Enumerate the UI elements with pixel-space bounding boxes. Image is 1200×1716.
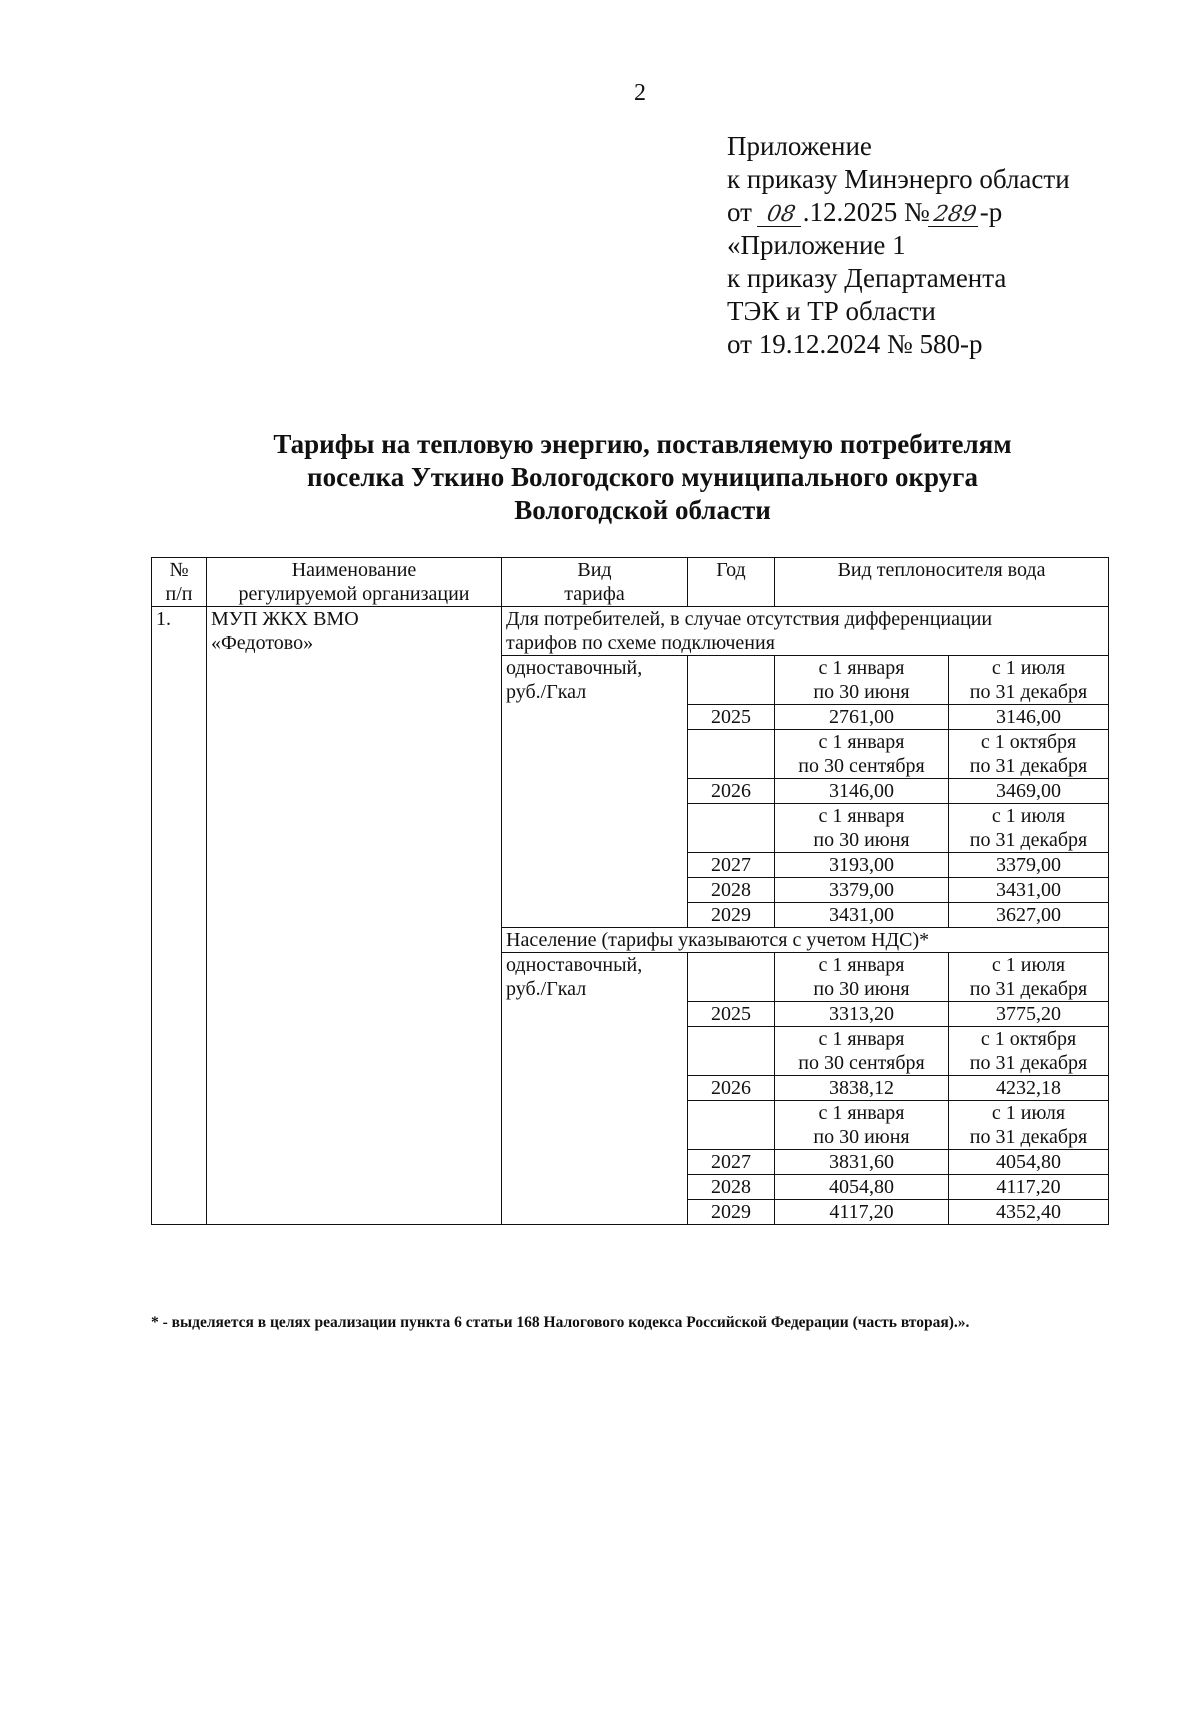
header-text: Наименование (291, 559, 417, 581)
appendix-text: -р (979, 197, 1003, 227)
period-2-cell (949, 1101, 1109, 1150)
cell-text: по 31 декабря (969, 1126, 1088, 1148)
appendix-text: .12.2025 № (802, 197, 930, 227)
cell-text: 2026 (711, 1077, 751, 1099)
cell-text: 2028 (711, 1176, 751, 1198)
value-period-2-cell (949, 853, 1109, 878)
cell-text: по 31 декабря (969, 829, 1088, 851)
section-heading-cell (502, 928, 1109, 953)
value-period-1-cell (775, 1175, 949, 1200)
cell-text: «Федотово» (211, 632, 314, 654)
cell-text: 2025 (711, 1003, 751, 1025)
cell-text: по 31 декабря (969, 681, 1088, 703)
cell-text: 3379,00 (996, 854, 1061, 876)
cell-text: 1. (156, 608, 171, 630)
cell-text: 4232,18 (996, 1077, 1061, 1099)
header-tariff-type-cell (502, 558, 688, 607)
title-line: Тарифы на тепловую энергию, поставляемую потребителям (273, 429, 1012, 459)
year-empty-cell (688, 1027, 775, 1076)
cell-text: по 31 декабря (969, 1052, 1088, 1074)
year-cell (688, 878, 775, 903)
period-2-cell (949, 1027, 1109, 1076)
cell-text: 3627,00 (996, 904, 1061, 926)
header-row (152, 558, 1109, 607)
value-period-1-cell (775, 1200, 949, 1225)
value-period-2-cell (949, 705, 1109, 730)
cell-text: 4117,20 (829, 1201, 894, 1223)
cell-text: по 30 июня (813, 1126, 910, 1148)
year-cell (688, 1002, 775, 1027)
year-cell (688, 779, 775, 804)
appendix-line: «Приложение 1 (727, 230, 906, 260)
period-1-cell (775, 953, 949, 1002)
appendix-order-date-line (727, 196, 1070, 229)
cell-text: по 30 сентября (798, 755, 925, 777)
header-text: регулируемой организации (238, 583, 470, 605)
value-period-1-cell (775, 903, 949, 928)
cell-text: с 1 июля (991, 1102, 1066, 1124)
cell-text: 3838,12 (829, 1077, 894, 1099)
tariff-table-body (152, 558, 1109, 1225)
period-1-cell (775, 1027, 949, 1076)
appendix-line: Приложение (727, 131, 872, 161)
cell-text: с 1 июля (991, 805, 1066, 827)
value-period-2-cell (949, 779, 1109, 804)
value-period-2-cell (949, 1200, 1109, 1225)
cell-text: 2028 (711, 879, 751, 901)
year-empty-cell (688, 953, 775, 1002)
appendix-text: от (727, 197, 759, 227)
cell-text: 3775,20 (996, 1003, 1061, 1025)
value-period-1-cell (775, 1076, 949, 1101)
value-period-1-cell (775, 878, 949, 903)
cell-text: 4352,40 (996, 1201, 1061, 1223)
cell-text: 3193,00 (829, 854, 894, 876)
header-text: Год (716, 559, 746, 581)
page-number: 2 (634, 80, 646, 106)
cell-text: по 30 сентября (798, 1052, 925, 1074)
cell-text: с 1 января (818, 731, 905, 753)
appendix-line: ТЭК и ТР области (727, 296, 936, 326)
header-text: тарифа (564, 583, 625, 605)
cell-text: МУП ЖКХ ВМО (211, 608, 359, 630)
cell-text: одноставочный, (506, 657, 643, 679)
year-cell (688, 1076, 775, 1101)
value-period-1-cell (775, 779, 949, 804)
organization-cell (207, 607, 502, 1225)
period-2-cell (949, 953, 1109, 1002)
value-period-1-cell (775, 1150, 949, 1175)
cell-text: тарифов по схеме подключения (506, 632, 775, 654)
cell-text: 3831,60 (829, 1151, 894, 1173)
cell-text: по 31 декабря (969, 755, 1088, 777)
year-cell (688, 853, 775, 878)
cell-text: 4054,80 (996, 1151, 1061, 1173)
cell-text: 3431,00 (996, 879, 1061, 901)
cell-text: руб./Гкал (506, 978, 587, 1000)
year-empty-cell (688, 804, 775, 853)
appendix-block (727, 130, 1070, 361)
cell-text: 2761,00 (829, 706, 894, 728)
cell-text: с 1 января (818, 954, 905, 976)
cell-text: 2029 (711, 1201, 751, 1223)
appendix-line: к приказу Минэнерго области (727, 164, 1070, 194)
title-line: Вологодской области (514, 495, 771, 525)
year-cell (688, 1200, 775, 1225)
cell-text: с 1 июля (991, 954, 1066, 976)
value-period-2-cell (949, 1076, 1109, 1101)
cell-text: Для потребителей, в случае отсутствия дифференциации (506, 608, 993, 630)
cell-text: с 1 июля (991, 657, 1066, 679)
value-period-2-cell (949, 1002, 1109, 1027)
cell-text: с 1 января (818, 1102, 905, 1124)
value-period-2-cell (949, 1175, 1109, 1200)
cell-text: одноставочный, (506, 954, 643, 976)
header-text: п/п (165, 583, 193, 605)
cell-text: 4054,80 (829, 1176, 894, 1198)
year-empty-cell (688, 656, 775, 705)
value-period-2-cell (949, 903, 1109, 928)
cell-text: 2029 (711, 904, 751, 926)
cell-text: руб./Гкал (506, 681, 587, 703)
cell-text: с 1 января (818, 657, 905, 679)
cell-text: 2026 (711, 780, 751, 802)
appendix-line: от 19.12.2024 № 580-р (727, 329, 983, 359)
value-period-2-cell (949, 1150, 1109, 1175)
cell-text: 3379,00 (829, 879, 894, 901)
cell-text: 2027 (711, 1151, 751, 1173)
value-period-1-cell (775, 853, 949, 878)
period-2-cell (949, 804, 1109, 853)
value-period-1-cell (775, 1002, 949, 1027)
period-2-cell (949, 730, 1109, 779)
document-title (130, 428, 1155, 527)
cell-text: 2027 (711, 854, 751, 876)
header-text: Вид (577, 559, 612, 581)
header-text: № (169, 559, 189, 581)
tariff-type-cell (502, 953, 688, 1225)
cell-text: 3146,00 (996, 706, 1061, 728)
value-period-2-cell (949, 878, 1109, 903)
handwritten-date: 08 (757, 204, 805, 227)
period-1-cell (775, 804, 949, 853)
cell-text: по 30 июня (813, 978, 910, 1000)
year-empty-cell (688, 1101, 775, 1150)
header-number-cell (152, 558, 207, 607)
cell-text: с 1 октября (980, 1028, 1077, 1050)
section-heading-row (152, 607, 1109, 656)
cell-text: 3146,00 (829, 780, 894, 802)
cell-text: с 1 января (818, 805, 905, 827)
value-period-1-cell (775, 705, 949, 730)
cell-text: по 30 июня (813, 681, 910, 703)
cell-text: по 31 декабря (969, 978, 1088, 1000)
tariff-table (151, 557, 1109, 1225)
cell-text: 3469,00 (996, 780, 1061, 802)
cell-text: с 1 октября (980, 731, 1077, 753)
cell-text: по 30 июня (813, 829, 910, 851)
year-cell (688, 903, 775, 928)
header-carrier-cell (775, 558, 1109, 607)
cell-text: 4117,20 (996, 1176, 1061, 1198)
cell-text: 2025 (711, 706, 751, 728)
row-number-cell (152, 607, 207, 1225)
year-empty-cell (688, 730, 775, 779)
header-organization-cell (207, 558, 502, 607)
cell-text: 3313,20 (829, 1003, 894, 1025)
period-1-cell (775, 1101, 949, 1150)
footnote: * - выделяется в целях реализации пункта 6 статьи 168 Налогового кодекса Российской Федерации (часть вторая).». (151, 1314, 970, 1331)
title-line: поселка Уткино Вологодского муниципального округа (307, 462, 978, 492)
cell-text: Население (тарифы указываются с учетом НДС)* (506, 929, 930, 951)
period-1-cell (775, 730, 949, 779)
header-text: Вид теплоносителя вода (837, 559, 1046, 581)
appendix-line: к приказу Департамента (727, 263, 1007, 293)
cell-text: 3431,00 (829, 904, 894, 926)
year-cell (688, 1175, 775, 1200)
header-year-cell (688, 558, 775, 607)
period-2-cell (949, 656, 1109, 705)
year-cell (688, 705, 775, 730)
section-heading-cell (502, 607, 1109, 656)
tariff-type-cell (502, 656, 688, 928)
cell-text: с 1 января (818, 1028, 905, 1050)
year-cell (688, 1150, 775, 1175)
period-1-cell (775, 656, 949, 705)
handwritten-number: 289 (928, 204, 982, 227)
